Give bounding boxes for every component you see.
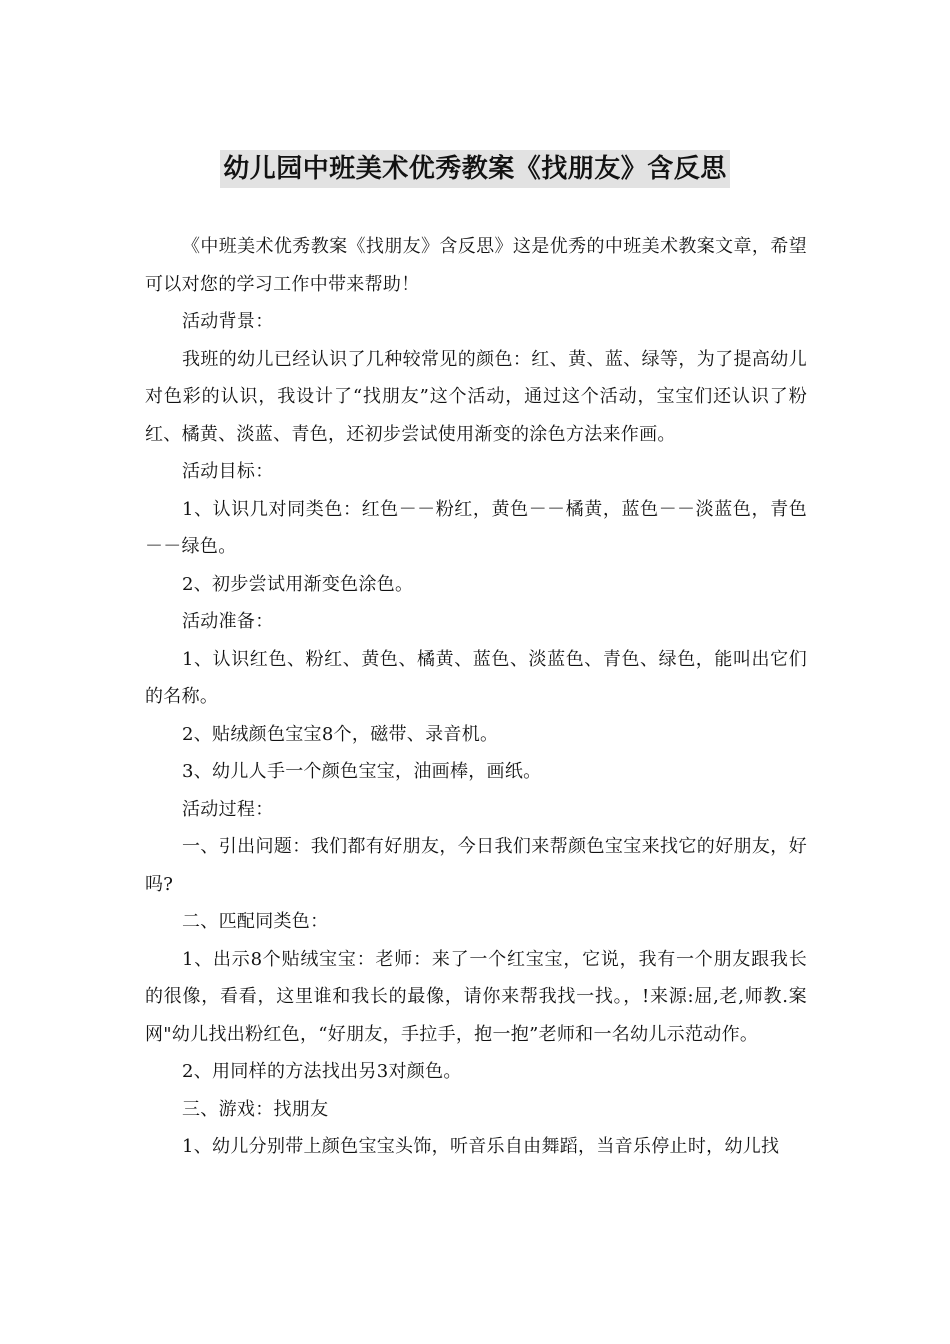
process-step-1: 一、引出问题：我们都有好朋友，今日我们来帮颜色宝宝来找它的好朋友，好吗? xyxy=(145,836,807,895)
section-heading-goals: 活动目标： xyxy=(182,461,274,482)
process-step-2-item-1: 1、出示8个贴绒宝宝：老师：来了一个红宝宝，它说，我有一个朋友跟我长的很像，看看，这里谁和我长的最像，请你来帮我找一找。，!来源:屈,老,师教.案网"幼儿找出粉红色，“好朋友，手拉手，抱一抱”老师和一名幼儿示范动作。 xyxy=(145,948,807,1045)
preparation-item-2: 2、贴绒颜色宝宝8个，磁带、录音机。 xyxy=(182,723,499,745)
goal-item-2: 2、初步尝试用渐变色涂色。 xyxy=(182,573,414,595)
background-paragraph: 我班的幼儿已经认识了几种较常见的颜色：红、黄、蓝、绿等，为了提高幼儿对色彩的认识，我设计了“找朋友”这个活动，通过这个活动，宝宝们还认识了粉红、橘黄、淡蓝、青色，还初步尝试使用渐变的涂色方法来作画。 xyxy=(145,348,807,445)
process-step-3-item-1: 1、幼儿分别带上颜色宝宝头饰，听音乐自由舞蹈，当音乐停止时，幼儿找 xyxy=(182,1136,780,1157)
section-heading-process: 活动过程： xyxy=(182,798,274,820)
preparation-item-1: 1、认识红色、粉红、黄色、橘黄、蓝色、淡蓝色、青色、绿色，能叫出它们的名称。 xyxy=(145,648,807,707)
process-step-3-heading: 三、游戏：找朋友 xyxy=(182,1098,329,1120)
process-step-2-heading: 二、匹配同类色： xyxy=(182,911,329,932)
section-heading-background: 活动背景： xyxy=(182,311,274,332)
title-wrapper xyxy=(0,150,950,188)
document-body xyxy=(145,228,807,1166)
goal-item-1: 1、认识几对同类色：红色－－粉红，黄色－－橘黄，蓝色－－淡蓝色，青色－－绿色。 xyxy=(145,498,807,557)
preparation-item-3: 3、幼儿人手一个颜色宝宝，油画棒，画纸。 xyxy=(182,761,542,782)
intro-paragraph: 《中班美术优秀教案《找朋友》含反思》这是优秀的中班美术教案文章，希望可以对您的学习工作中带来帮助！ xyxy=(145,236,807,295)
document-title: 幼儿园中班美术优秀教案《找朋友》含反思 xyxy=(220,150,730,188)
process-step-2-item-2: 2、用同样的方法找出另3对颜色。 xyxy=(182,1061,462,1082)
section-heading-preparation: 活动准备： xyxy=(182,611,274,632)
